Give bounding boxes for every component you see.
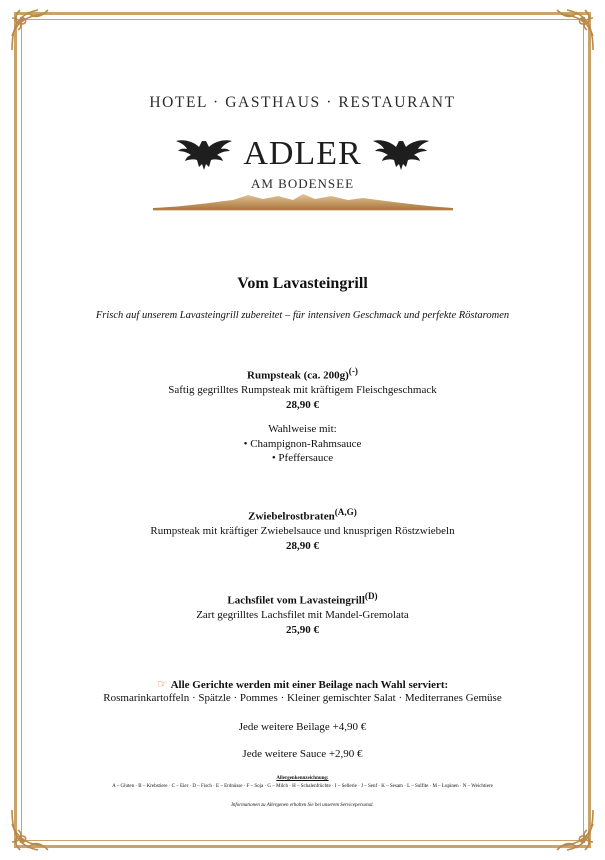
ornament-corner-icon xyxy=(549,6,597,54)
options-heading: Wahlweise mit: xyxy=(268,423,337,435)
dish-name: Lachsfilet vom Lavasteingrill xyxy=(227,594,365,607)
allergen-heading: Allergenkennzeichnung: xyxy=(276,776,329,781)
extra-side-price: Jede weitere Beilage +4,90 € xyxy=(238,721,367,733)
ornament-corner-icon xyxy=(8,6,56,54)
dish-allergens: (A,G) xyxy=(334,507,357,517)
sides-heading: Alle Gerichte werden mit einer Beilage nach Wahl serviert: xyxy=(170,679,449,691)
sauce-options xyxy=(0,422,605,466)
brand-logo xyxy=(0,134,605,174)
section-subtitle: Frisch auf unserem Lavasteingrill zubereitet – für intensiven Geschmack und perfekte Röstaromen xyxy=(95,310,510,321)
ornament-corner-icon xyxy=(549,806,597,854)
sides-heading-row xyxy=(0,677,605,692)
dish-description: Zart gegrilltes Lachsfilet mit Mandel-Gremolata xyxy=(196,609,409,622)
hotel-tagline: HOTEL · GASTHAUS · RESTAURANT xyxy=(149,94,456,111)
dish-price: 25,90 € xyxy=(286,623,319,636)
dish-rumpsteak xyxy=(0,364,605,412)
pointing-hand-icon: ☞ xyxy=(156,677,168,691)
ornament-corner-icon xyxy=(8,806,56,854)
eagle-icon xyxy=(372,137,430,171)
option-item: • Pfeffersauce xyxy=(271,452,334,464)
dish-allergens: (-) xyxy=(348,366,358,376)
dish-lachsfilet xyxy=(0,589,605,637)
option-item: • Champignon-Rahmsauce xyxy=(243,437,362,450)
sides-list: Rosmarinkartoffeln · Spätzle · Pommes · Kleiner gemischter Salat · Mediterranes Gemüse xyxy=(103,692,502,704)
eagle-icon xyxy=(175,137,233,171)
dish-description: Saftig gegrilltes Rumpsteak mit kräftigem Fleischgeschmack xyxy=(168,384,437,397)
mountain-icon xyxy=(153,190,453,212)
allergen-info: Informationen zu Allergenen erhalten Sie bei unserem Servicepersonal. xyxy=(231,803,374,808)
dish-price: 28,90 € xyxy=(286,539,319,552)
brand-name: ADLER xyxy=(243,135,362,172)
brand-subtitle: AM BODENSEE xyxy=(250,176,355,191)
extra-sauce-price: Jede weitere Sauce +2,90 € xyxy=(242,748,363,760)
dish-description: Rumpsteak mit kräftiger Zwiebelsauce und knusprigen Röstzwiebeln xyxy=(150,525,455,538)
allergen-list: A – Gluten · B – Krebstiere · C – Eier · D – Fisch · E – Erdnüsse · F – Soja · G – Milch · H – Schalenfrüchte · I – Sellerie · J – Senf · K – Sesam · L – Sulfite · M – Lupinen · N – Weichtiere xyxy=(112,784,493,789)
dish-name: Zwiebelrostbraten xyxy=(248,510,335,523)
section-title: Vom Lavasteingrill xyxy=(237,275,368,292)
dish-zwiebelrostbraten xyxy=(0,505,605,553)
dish-price: 28,90 € xyxy=(286,398,319,411)
dish-allergens: (D) xyxy=(364,591,378,601)
dish-name: Rumpsteak (ca. 200g) xyxy=(247,369,349,382)
